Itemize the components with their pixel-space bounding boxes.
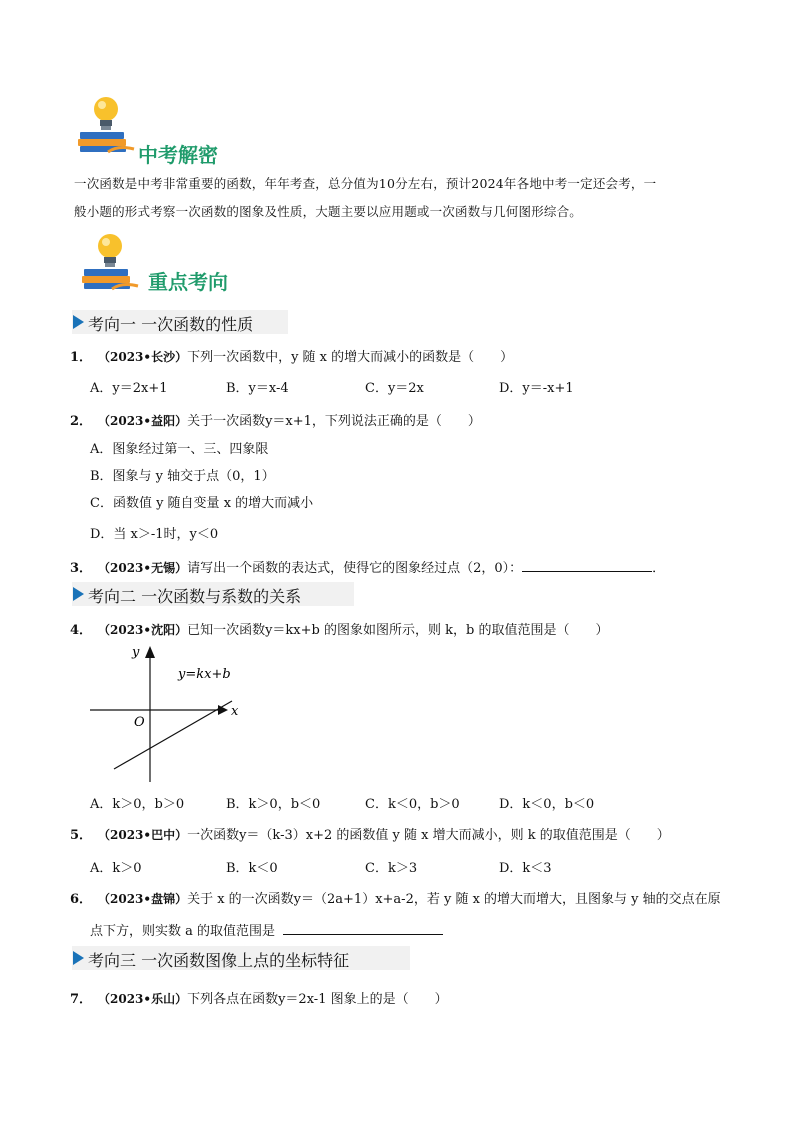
question-text: 已知一次函数y＝kx+b 的图象如图所示，则 k，b 的取值范围是（ ） — [187, 623, 609, 638]
lightbulb-books-icon — [78, 232, 140, 296]
option-d: D．当 x＞-1时，y＜0 — [90, 527, 219, 542]
question-text: 下列一次函数中，y 随 x 的增大而减小的函数是（ ） — [187, 350, 514, 365]
intro-line-1: 一次函数是中考非常重要的函数，年年考查，总分值为10分左右，预计2024年各地中考一定还会考，一 — [74, 176, 657, 191]
origin-label: O — [134, 715, 145, 730]
topic-bar-1 — [72, 310, 288, 334]
question-text-continued: 点下方，则实数 a 的取值范围是 — [90, 924, 276, 939]
question-text: 请写出一个函数的表达式，使得它的图象经过点（2，0）： — [187, 561, 523, 576]
question-source: （2023•长沙） — [98, 350, 188, 364]
question-7 — [70, 988, 448, 1007]
question-number: 1． — [70, 350, 93, 365]
section-header-secret — [74, 95, 374, 167]
topic-bar-3 — [72, 946, 410, 970]
topic-label-3: 考向三 一次函数图像上点的坐标特征 — [88, 951, 350, 970]
option-b: B．k＞0，b＜0 — [226, 797, 321, 812]
question-text: 关于一次函数y＝x+1，下列说法正确的是（ ） — [187, 414, 481, 429]
question-source: （2023•沈阳） — [98, 623, 188, 637]
question-5 — [70, 824, 670, 843]
answer-blank[interactable] — [283, 922, 443, 935]
question-1 — [70, 346, 513, 365]
option-b: B．y＝x-4 — [226, 381, 289, 396]
option-b: B．图象与 y 轴交于点（0，1） — [90, 469, 275, 484]
topic-bar-2 — [72, 582, 354, 606]
question-source: （2023•益阳） — [98, 414, 188, 428]
topic-label-1: 考向一 一次函数的性质 — [88, 315, 254, 334]
question-source: （2023•巴中） — [98, 828, 188, 842]
intro-line-2: 般小题的形式考察一次函数的图象及性质，大题主要以应用题或一次函数与几何图形综合。 — [74, 204, 583, 219]
answer-blank[interactable] — [522, 559, 652, 572]
triangle-marker-icon — [73, 951, 84, 965]
question-source: （2023•盘锦） — [98, 892, 188, 906]
question-number: 2． — [70, 414, 93, 429]
question-6 — [70, 888, 721, 907]
section-header-focus — [78, 232, 378, 294]
option-c: C．k＜0，b＞0 — [365, 797, 460, 812]
lightbulb-books-icon — [74, 95, 136, 159]
section-title-focus: 重点考向 — [148, 270, 228, 294]
triangle-marker-icon — [73, 587, 84, 601]
question-4 — [70, 619, 608, 638]
section-title-secret: 中考解密 — [138, 143, 218, 167]
option-d: D．k＜3 — [499, 861, 552, 876]
x-axis-label: x — [231, 704, 239, 719]
topic-label-2: 考向二 一次函数与系数的关系 — [88, 587, 302, 606]
option-c: C．y＝2x — [365, 381, 424, 396]
triangle-marker-icon — [73, 315, 84, 329]
question-source: （2023•无锡） — [98, 561, 188, 575]
question-text: 一次函数y＝（k-3）x+2 的函数值 y 随 x 增大而减小，则 k 的取值范围是（ ） — [187, 828, 670, 843]
question-end: ． — [652, 561, 666, 576]
question-number: 6． — [70, 892, 93, 907]
y-axis-label: y — [132, 645, 140, 660]
option-a: A．y＝2x+1 — [90, 381, 168, 396]
question-number: 4． — [70, 623, 93, 638]
option-d: D．y＝-x+1 — [499, 381, 574, 396]
question-2 — [70, 410, 481, 429]
y-axis-arrow — [145, 646, 155, 658]
option-c: C．函数值 y 随自变量 x 的增大而减小 — [90, 496, 314, 511]
intro-paragraph — [74, 170, 722, 226]
question-6-line-2 — [90, 920, 443, 939]
question-source: （2023•乐山） — [98, 992, 188, 1006]
function-line — [114, 701, 232, 769]
question-text: 关于 x 的一次函数y＝（2a+1）x+a-2，若 y 随 x 的增大而增大，且图象与 y 轴的交点在原 — [187, 892, 721, 907]
line-label: y=kx+b — [178, 667, 231, 682]
question-text: 下列各点在函数y＝2x-1 图象上的是（ ） — [187, 992, 448, 1007]
question-number: 7． — [70, 992, 93, 1007]
option-c: C．k＞3 — [365, 861, 418, 876]
question-number: 5． — [70, 828, 93, 843]
question-3 — [70, 557, 665, 576]
option-a: A．k＞0 — [90, 861, 142, 876]
option-a: A．图象经过第一、三、四象限 — [90, 442, 269, 457]
option-a: A．k＞0，b＞0 — [90, 797, 185, 812]
question-number: 3． — [70, 561, 93, 576]
option-d: D．k＜0，b＜0 — [499, 797, 595, 812]
linear-function-graph — [88, 642, 258, 786]
option-b: B．k＜0 — [226, 861, 278, 876]
